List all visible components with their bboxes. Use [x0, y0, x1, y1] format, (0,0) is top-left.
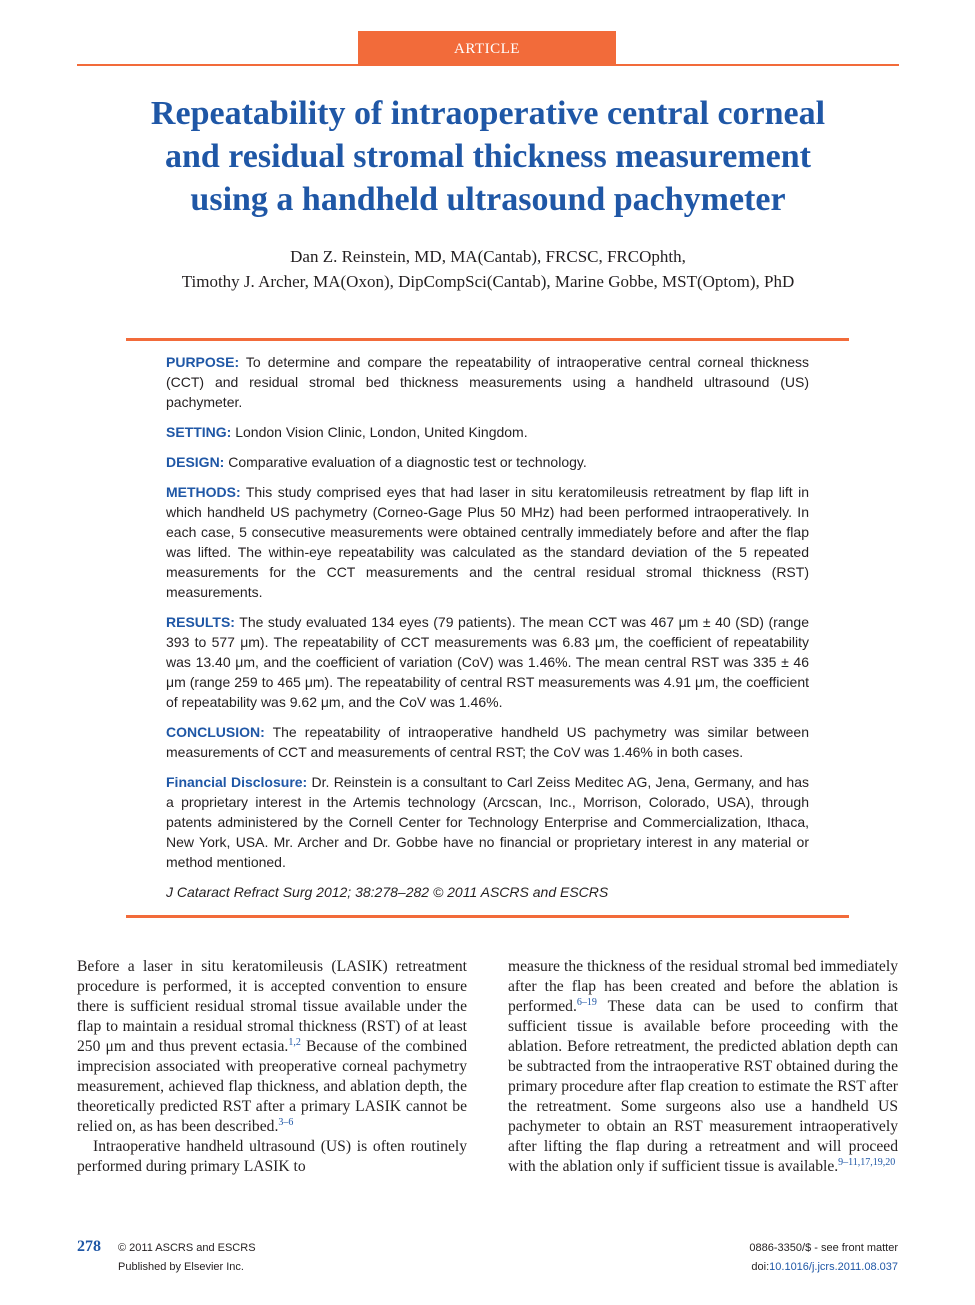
abstract-setting [166, 422, 809, 442]
purpose-label: PURPOSE: [166, 354, 240, 370]
abstract [166, 352, 809, 912]
abstract-bottom-rule [126, 915, 849, 918]
author-list [77, 244, 899, 294]
abstract-purpose [166, 352, 809, 412]
design-label: DESIGN: [166, 454, 225, 470]
footer-publisher: Published by Elsevier Inc. [118, 1261, 244, 1273]
abstract-design [166, 452, 809, 472]
abstract-disclosure [166, 772, 809, 872]
title-line-3: using a handheld ultrasound pachymeter [190, 181, 786, 218]
body-paragraph [508, 957, 898, 1177]
body-column-right [508, 957, 898, 1177]
reference-link[interactable]: 1,2 [288, 1036, 301, 1048]
reference-link[interactable]: 3–6 [278, 1116, 294, 1128]
abstract-conclusion [166, 722, 809, 762]
results-label: RESULTS: [166, 614, 235, 630]
conclusion-text: The repeatability of intraoperative handheld US pachymetry was similar between measurements of CCT and measurements of central RST; the CoV was 1.46% in both cases. [166, 724, 809, 760]
footer-doi [751, 1261, 898, 1273]
title-line-1: Repeatability of intraoperative central corneal [150, 95, 826, 132]
conclusion-label: CONCLUSION: [166, 724, 265, 740]
article-section-label: ARTICLE [454, 41, 520, 57]
reference-link[interactable]: 9–11,17,19,20 [838, 1156, 896, 1168]
purpose-text: To determine and compare the repeatability of intraoperative central corneal thickness (CCT) and residual stromal bed thickness measurements using a handheld ultrasound (US) pachymeter. [166, 354, 809, 410]
setting-text: London Vision Clinic, London, United Kingdom. [231, 424, 528, 440]
doi-prefix: doi: [751, 1261, 770, 1273]
body-text: Before a laser in situ keratomileusis (LASIK) retreatment procedure is performed, it is accepted convention to ensure there is sufficient residual stromal tissue available under the flap to maintain a residual stromal thickness (RST) of at least 250 μm and thus prevent ectasia. [77, 958, 467, 1055]
body-paragraph: Intraoperative handheld ultrasound (US) is often routinely performed during primary LASIK to [77, 1138, 467, 1175]
journal-citation: J Cataract Refract Surg 2012; 38:278–282 © 2011 ASCRS and ESCRS [166, 884, 609, 900]
results-text: The study evaluated 134 eyes (79 patients). The mean CCT was 467 μm ± 40 (SD) (range 393 to 577 μm). The repeatability of CCT measurements was 6.83 μm, the coefficient of repeatability was 13.40 μm, and the coefficient of variation (CoV) was 1.46%. The mean central RST was 335 ± 46 μm (range 259 to 465 μm). The repeatability of central RST measurements was 4.91 μm, the coefficient of repeatability was 9.62 μm, and the CoV was 1.46%. [166, 614, 809, 710]
disclosure-text: Dr. Reinstein is a consultant to Carl Zeiss Meditec AG, Jena, Germany, and has a proprietary interest in the Artemis technology (Arcscan, Inc., Morrison, Colorado, USA), through patents administered by the Cornell Center for Technology Enterprise and Commercialization, Ithaca, New York, USA. Mr. Archer and Dr. Gobbe have no financial or proprietary interest in any material or method mentioned. [166, 774, 810, 870]
article-section-tab [358, 31, 616, 65]
setting-label: SETTING: [166, 424, 232, 440]
abstract-results [166, 612, 809, 712]
authors-line-2: Timothy J. Archer, MA(Oxon), DipCompSci(Cantab), Marine Gobbe, MST(Optom), PhD [181, 272, 795, 291]
paper-title [77, 92, 899, 221]
abstract-methods [166, 482, 809, 602]
page-number: 278 [77, 1238, 101, 1255]
reference-link[interactable]: 6–19 [576, 996, 597, 1008]
title-line-2: and residual stromal thickness measurement [164, 138, 812, 175]
footer-copyright: © 2011 ASCRS and ESCRS [118, 1242, 256, 1254]
methods-text: This study comprised eyes that had laser in situ keratomileusis retreatment by flap lift in which handheld US pachymetry (Corneo-Gage Plus 50 MHz) had been performed intraoperatively. In each case, 5 consecutive measurements were obtained centrally immediately before and after the flap was lifted. The within-eye repeatability was calculated as the standard deviation of the 5 repeated measurements for the CCT measurements and the central residual stromal thickness (RST) measurements. [166, 484, 809, 600]
body-text: Because of the combined imprecision associated with preoperative corneal pachymetry measurement, achieved flap thickness, and ablation depth, the theoretically predicted RST after a primary LASIK cannot be relied on, as has been described. [77, 1038, 467, 1135]
doi-link[interactable]: 10.1016/j.jcrs.2011.08.037 [769, 1261, 898, 1273]
body-paragraph [77, 957, 467, 1137]
header-rule [77, 64, 899, 66]
authors-line-1: Dan Z. Reinstein, MD, MA(Cantab), FRCSC, FRCOphth, [290, 247, 686, 266]
abstract-top-rule [126, 338, 849, 341]
footer-issn: 0886-3350/$ - see front matter [749, 1242, 898, 1254]
body-column-left [77, 957, 467, 1177]
disclosure-label: Financial Disclosure: [166, 774, 308, 790]
body-text: These data can be used to confirm that sufficient tissue is available before proceeding with the ablation. Before retreatment, the predicted ablation depth can be subtracted from the intraoperative RST obtained during the primary procedure after flap creation to estimate the RST after the retreatment. Some surgeons also use a handheld US pachymeter to obtain an RST measurement intraoperatively after lifting the flap during a retreatment and will proceed with the ablation only if sufficient tissue is available. [508, 998, 898, 1175]
methods-label: METHODS: [166, 484, 241, 500]
body-text: measure the thickness of the residual stromal bed immediately after the flap has been created and before the ablation is performed. [508, 958, 898, 1015]
design-text: Comparative evaluation of a diagnostic test or technology. [224, 454, 587, 470]
